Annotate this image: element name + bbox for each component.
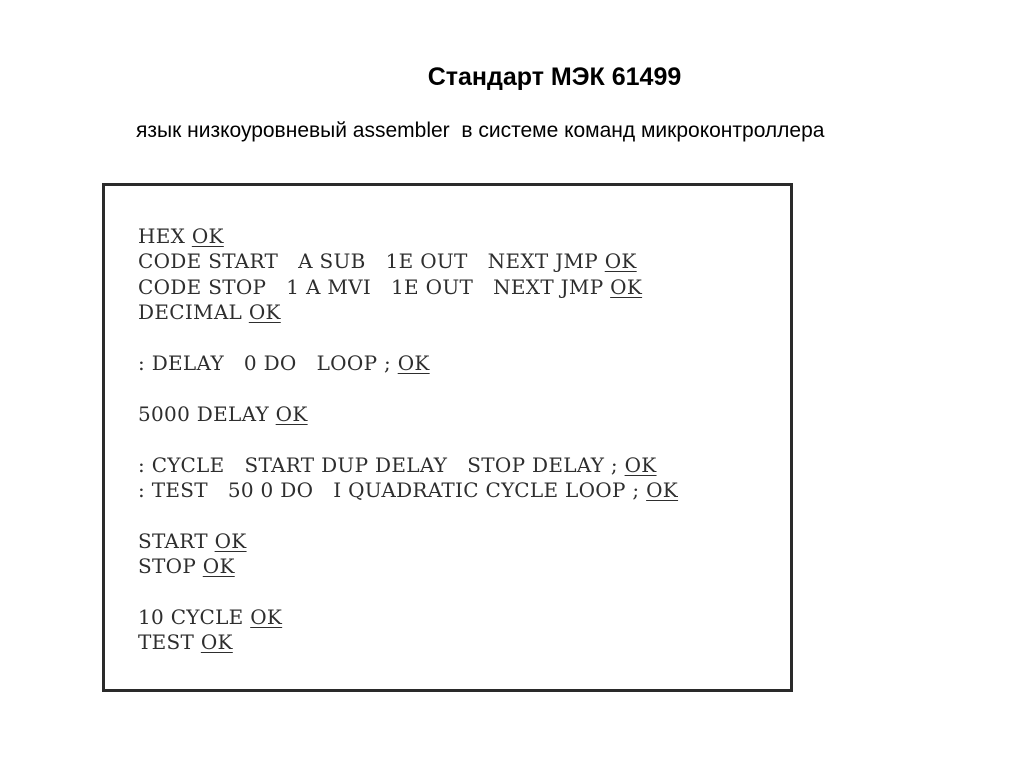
code-command: : TEST 50 0 DO I QUADRATIC CYCLE LOOP ; <box>138 477 647 502</box>
ok-response: OK <box>191 224 224 248</box>
code-command: : CYCLE START DUP DELAY STOP DELAY ; <box>138 452 625 477</box>
code-line <box>138 529 678 554</box>
code-command: CODE START A SUB 1E OUT NEXT JMP <box>138 249 605 274</box>
ok-response: OK <box>397 350 430 375</box>
code-command: STOP <box>138 554 203 579</box>
slide-subtitle: язык низкоуровневый assembler в системе команд микроконтроллера <box>136 119 825 142</box>
blank-line <box>138 579 678 604</box>
code-line <box>138 605 678 630</box>
code-line <box>138 554 678 579</box>
code-command: 5000 DELAY <box>138 401 276 426</box>
code-command: TEST <box>138 630 201 655</box>
code-line <box>138 478 678 503</box>
ok-response: OK <box>202 554 235 579</box>
code-command: START <box>138 528 215 553</box>
ok-response: OK <box>200 630 233 655</box>
code-line <box>138 275 678 300</box>
code-line <box>138 249 678 274</box>
ok-response: OK <box>646 477 679 502</box>
ok-response: OK <box>610 274 643 299</box>
ok-response: OK <box>604 249 637 274</box>
blank-line <box>138 376 678 401</box>
code-command: CODE STOP 1 A MVI 1E OUT NEXT JMP <box>138 274 611 299</box>
ok-response: OK <box>214 528 247 553</box>
ok-response: OK <box>624 452 657 477</box>
code-line <box>138 224 678 249</box>
blank-line <box>138 427 678 452</box>
code-line <box>138 351 678 376</box>
code-line <box>138 630 678 655</box>
code-command: HEX <box>138 224 192 248</box>
blank-line <box>138 503 678 528</box>
slide-title: Стандарт МЭК 61499 <box>427 63 682 91</box>
code-line <box>138 453 678 478</box>
code-listing <box>138 224 678 656</box>
code-command: : DELAY 0 DO LOOP ; <box>138 350 398 375</box>
code-line <box>138 300 678 325</box>
code-listing-frame <box>102 183 793 692</box>
code-command: 10 CYCLE <box>138 604 251 629</box>
ok-response: OK <box>248 300 281 325</box>
ok-response: OK <box>275 401 308 426</box>
code-line <box>138 402 678 427</box>
blank-line <box>138 326 678 351</box>
ok-response: OK <box>250 604 283 629</box>
code-command: DECIMAL <box>138 300 249 325</box>
